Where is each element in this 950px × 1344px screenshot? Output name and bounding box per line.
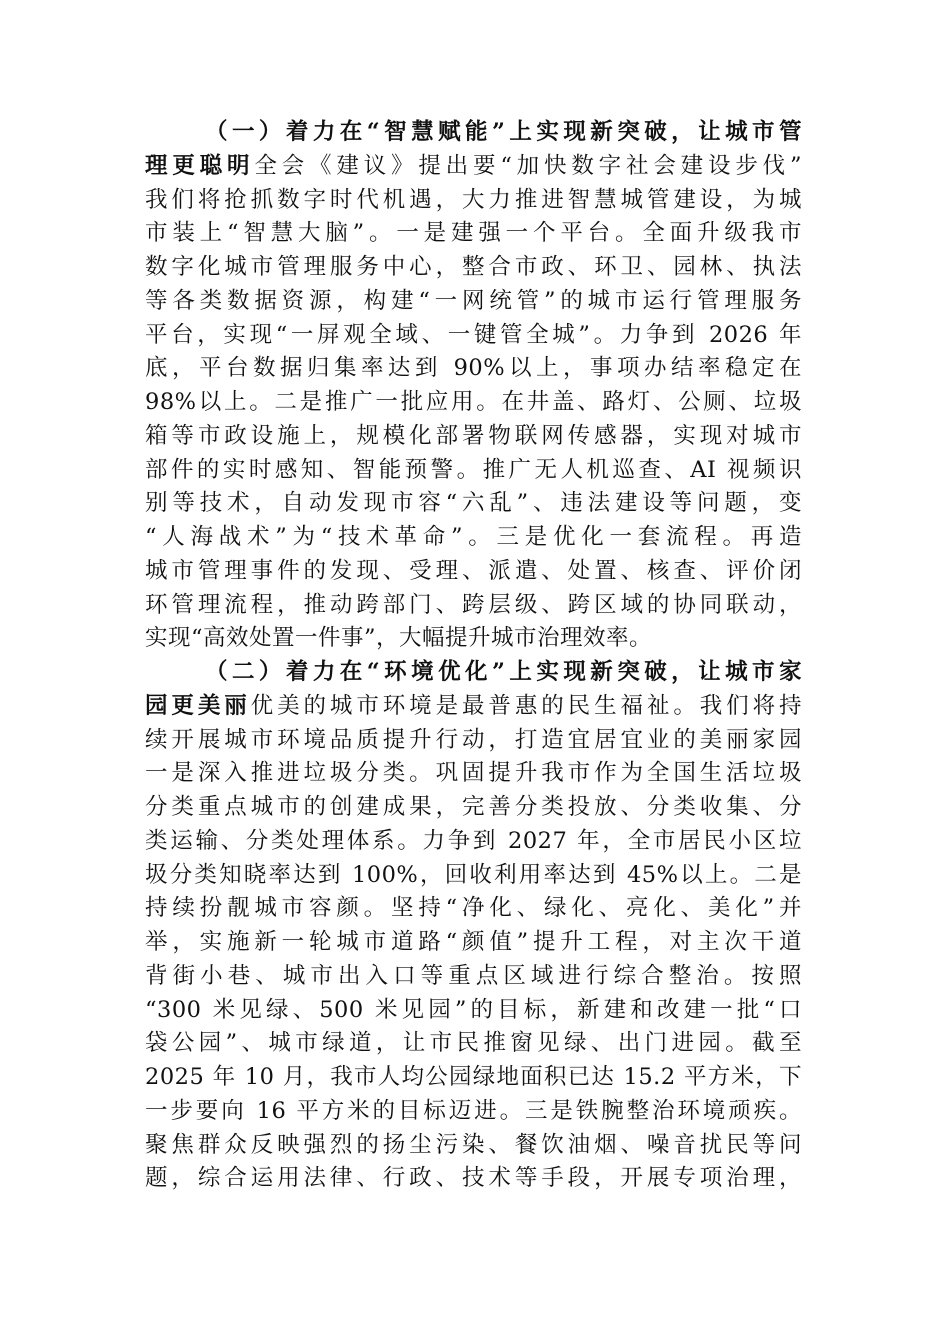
text-line: 底，平台数据归集率达到 90%以上，事项办结率稳定在 (145, 355, 802, 382)
text-line: 圾分类知晓率达到 100%，回收利用率达到 45%以上。二是 (145, 861, 802, 888)
text-line: 别等技术，自动发现市容“六乱”、违法建设等问题，变 (145, 490, 802, 517)
text-line: 续开展城市环境品质提升行动，打造宜居宜业的美丽家园 (145, 726, 802, 753)
text-line: 题，综合运用法律、行政、技术等手段，开展专项治理， (145, 1165, 802, 1192)
text-line: 市装上“智慧大脑”。一是建强一个平台。全面升级我市 (145, 220, 802, 247)
text-line: 2025 年 10 月，我市人均公园绿地面积已达 15.2 平方米，下 (145, 1064, 802, 1090)
heading-continuation: 园更美丽 (145, 692, 251, 719)
paragraph-smart-empowerment (145, 116, 802, 656)
text-line: 数字化城市管理服务中心，整合市政、环卫、园林、执法 (145, 254, 802, 280)
text-line: 平台，实现“一屏观全域、一键管全城”。力争到 2026 年 (145, 321, 802, 348)
text-line: 等各类数据资源，构建“一网统管”的城市运行管理服务 (145, 287, 802, 314)
text-line: 分类重点城市的创建成果，完善分类投放、分类收集、分 (145, 794, 802, 820)
line-rest: 全会《建议》提出要“加快数字社会建设步伐” (254, 152, 802, 179)
text-line: 98%以上。二是推广一批应用。在井盖、路灯、公厕、垃圾 (145, 389, 802, 415)
text-line: 我们将抢抓数字时代机遇，大力推进智慧城管建设，为城 (145, 186, 802, 213)
text-line: 袋公园”、城市绿道，让市民推窗见绿、出门进园。截至 (145, 1030, 802, 1057)
text-line: 聚焦群众反映强烈的扬尘污染、餐饮油烟、噪音扰民等问 (145, 1131, 802, 1158)
line-rest: 优美的城市环境是最普惠的民生福祉。我们将持 (250, 692, 802, 719)
text-line: “人海战术”为“技术革命”。三是优化一套流程。再造 (145, 524, 802, 550)
text-line: 持续扮靓城市容颜。坚持“净化、绿化、亮化、美化”并 (145, 895, 802, 922)
paragraph-environment-optimization (145, 656, 802, 1196)
text-line: 举，实施新一轮城市道路“颜值”提升工程，对主次干道 (145, 929, 802, 955)
heading-continuation: 理更聪明 (145, 152, 255, 179)
text-line: 部件的实时感知、智能预警。推广无人机巡查、AI 视频识 (145, 456, 802, 483)
text-line: 城市管理事件的发现、受理、派遣、处置、核查、评价闭 (145, 557, 802, 584)
section-heading-2: （二）着力在“环境优化”上实现新突破，让城市家 (205, 659, 802, 685)
text-line: 一是深入推进垃圾分类。巩固提升我市作为全国生活垃圾 (145, 760, 802, 787)
document-page (145, 116, 802, 1196)
text-line (145, 150, 802, 184)
text-line: 环管理流程，推动跨部门、跨层级、跨区域的协同联动， (145, 591, 802, 618)
text-line (145, 690, 802, 724)
text-line: 实现“高效处置一件事”，大幅提升城市治理效率。 (145, 625, 653, 652)
text-line: 类运输、分类处理体系。力争到 2027 年，全市居民小区垃 (145, 827, 802, 854)
text-line: 背街小巷、城市出入口等重点区域进行综合整治。按照 (145, 962, 802, 989)
section-heading-1: （一）着力在“智慧赋能”上实现新突破，让城市管 (205, 119, 802, 145)
text-line: 箱等市政设施上，规模化部署物联网传感器，实现对城市 (145, 422, 802, 449)
text-line: 一步要向 16 平方米的目标迈进。三是铁腕整治环境顽疾。 (145, 1097, 802, 1124)
text-line: “300 米见绿、500 米见园”的目标，新建和改建一批“口 (145, 996, 802, 1023)
